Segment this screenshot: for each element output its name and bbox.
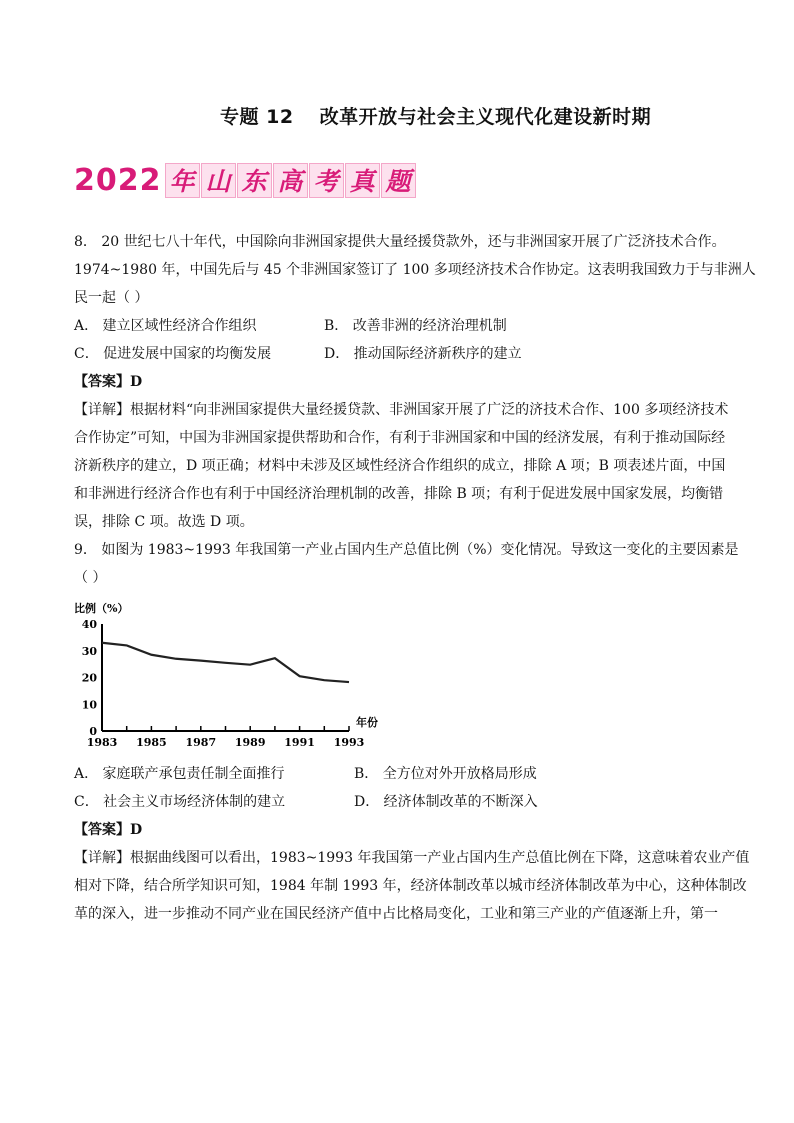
explanation-line: 【详解】根据曲线图可以看出，1983~1993 年我国第一产业占国内生产总值比例在下降，这意味着农业产值 (74, 850, 750, 866)
option-d: D． 经济体制改革的不断深入 (354, 794, 538, 810)
option-a: A． 家庭联产承包责任制全面推行 (74, 766, 285, 782)
explanation-line: 误，排除 C 项。故选 D 项。 (74, 514, 254, 530)
option-d: D． 推动国际经济新秩序的建立 (324, 346, 522, 362)
question-8 (74, 228, 756, 536)
topic-number: 专题 12 (220, 106, 294, 128)
option-b: B． 改善非洲的经济治理机制 (324, 318, 507, 334)
question-text: 1974~1980 年，中国先后与 45 个非洲国家签订了 100 多项经济技术合作协定。这表明我国致力于与非洲人 (74, 262, 756, 278)
banner-char: 考 (309, 163, 344, 198)
x-axis-label: 年份 (356, 716, 378, 729)
x-tick-label: 1987 (185, 736, 217, 748)
banner-year: 2022 (74, 162, 162, 198)
x-tick-label: 1993 (333, 736, 365, 748)
x-tick-label: 1991 (284, 736, 315, 748)
explanation-line: 相对下降，结合所学知识可知，1984 年制 1993 年，经济体制改革以城市经济体制改革为中心，这种体制改 (74, 878, 747, 894)
banner-char: 真 (345, 163, 380, 198)
y-tick-label: 10 (81, 698, 97, 712)
options-row (74, 340, 724, 368)
banner-char: 东 (237, 163, 272, 198)
y-tick-label: 40 (81, 618, 97, 631)
y-axis-label: 比例（%） (74, 602, 129, 615)
banner-char: 题 (381, 163, 416, 198)
y-tick-label: 30 (81, 644, 97, 658)
option-c: C． 社会主义市场经济体制的建立 (74, 794, 286, 810)
question-text: 9． 如图为 1983~1993 年我国第一产业占国内生产总值比例（%）变化情况。导致这一变化的主要因素是 (74, 542, 739, 558)
option-b: B． 全方位对外开放格局形成 (354, 766, 537, 782)
explanation-line: 济新秩序的建立，D 项正确；材料中未涉及区域性经济合作组织的成立，排除 A 项；B 项表述片面，中国 (74, 458, 726, 474)
x-tick-label: 1985 (136, 736, 167, 748)
line-chart (74, 598, 394, 748)
topic-title: 改革开放与社会主义现代化建设新时期 (319, 106, 652, 128)
options-row (74, 760, 724, 788)
answer: 【答案】D (74, 374, 143, 390)
x-tick-label: 1983 (86, 736, 118, 748)
exam-banner (74, 162, 416, 198)
explanation-line: 【详解】根据材料“向非洲国家提供大量经援贷款、非洲国家开展了广泛的济技术合作、100 多项经济技术 (74, 402, 729, 418)
question-text: 8． 20 世纪七八十年代，中国除向非洲国家提供大量经援贷款外，还与非洲国家开展了广泛济技术合作。 (74, 234, 726, 250)
chart-svg (74, 598, 394, 748)
question-9 (74, 536, 750, 928)
question-text: （ ） (74, 570, 107, 586)
banner-char: 山 (201, 163, 236, 198)
question-text: 民一起（ ） (74, 290, 149, 306)
option-a: A． 建立区域性经济合作组织 (74, 318, 257, 334)
banner-char: 年 (165, 163, 200, 198)
x-tick-label: 1989 (234, 736, 266, 748)
page-title (220, 102, 740, 129)
option-c: C． 促进发展中国家的均衡发展 (74, 346, 272, 362)
options-row (74, 788, 724, 816)
series-line (102, 643, 349, 682)
y-tick-label: 0 (89, 725, 97, 738)
options-row (74, 312, 724, 340)
explanation-line: 和非洲进行经济合作也有利于中国经济治理机制的改善，排除 B 项；有利于促进发展中国家发展，均衡错 (74, 486, 724, 502)
question-content (74, 228, 756, 928)
answer: 【答案】D (74, 822, 143, 838)
explanation-line: 革的深入，进一步推动不同产业在国民经济产值中占比格局变化，工业和第三产业的产值逐渐上升，第一 (74, 906, 718, 922)
y-tick-label: 20 (81, 671, 97, 685)
banner-char: 高 (273, 163, 308, 198)
explanation-line: 合作协定”可知，中国为非洲国家提供帮助和合作，有利于非洲国家和中国的经济发展，有利于推动国际经 (74, 430, 726, 446)
